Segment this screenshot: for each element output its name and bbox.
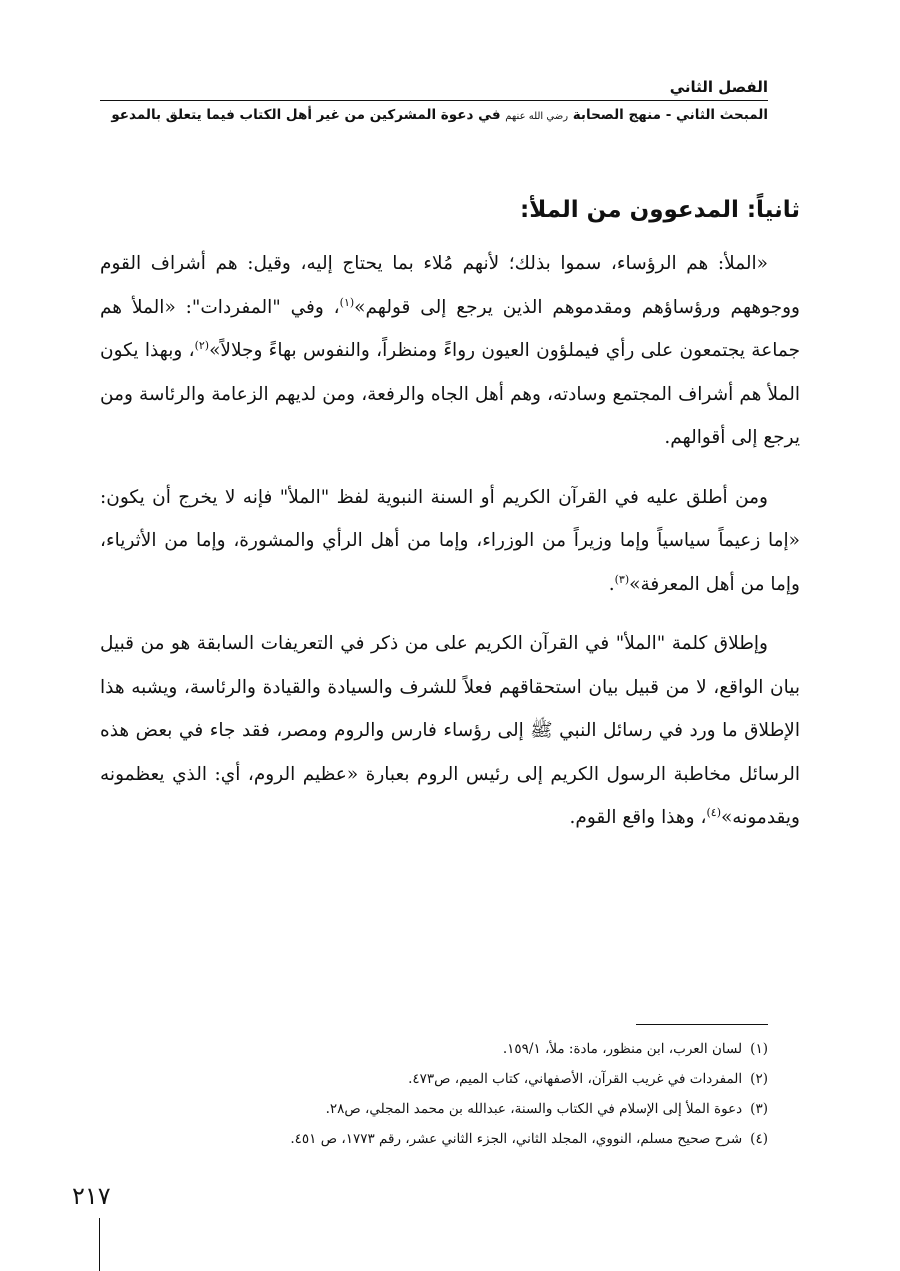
running-header xyxy=(100,76,768,127)
footnote-reference[interactable]: (٢) xyxy=(194,338,210,352)
main-content xyxy=(100,188,800,856)
footnote-text: المفردات في غريب القرآن، الأصفهاني، كتاب الميم، ص٤٧٣. xyxy=(408,1071,743,1087)
margin-rule xyxy=(99,1218,100,1271)
paragraph-text: «الملأ: هم الرؤساء، سموا بذلك؛ لأنهم مُلاء بما يحتاج إليه، وقيل: هم أشراف القوم ووجوههم ورؤساؤهم ومقدموهم الذين يرجع إلى قولهم» xyxy=(100,253,800,318)
footnote-reference[interactable]: (٤) xyxy=(706,805,721,819)
paragraph xyxy=(100,622,800,840)
paragraph-text: ، وفي "المفردات": «الملأ هم جماعة يجتمعون على رأي فيملؤون العيون رواءً ومنظراً، والنفوس بهاءً وجلالاً» xyxy=(100,296,801,361)
footnote-item xyxy=(100,1064,768,1094)
footnote-number: (٢) xyxy=(750,1071,768,1087)
paragraph-text: ، وهذا واقع القوم. xyxy=(569,807,707,828)
paragraph xyxy=(100,242,800,460)
footnote-reference[interactable]: (٣) xyxy=(614,572,630,586)
footnote-text: لسان العرب، ابن منظور، مادة: ملأ، ١٥٩/١. xyxy=(502,1041,743,1057)
section-title xyxy=(100,105,768,127)
footnote-reference[interactable]: (١) xyxy=(339,295,355,309)
paragraph-text: وإطلاق كلمة "الملأ" في القرآن الكريم على من ذكر في التعريفات السابقة هو من قبيل بيان الواقع، لا من قبيل بيان استحقاقهم فعلاً للشرف والسيادة والقيادة والرئاسة، ويشبه هذا الإطلاق ما ورد في رسائل النبي ﷺ إلى رؤساء فارس والروم ومصر، فقد جاء في بعض هذه الرسائل مخاطبة الرسول الكريم إلى رئيس الروم بعبارة «عظيم الروم، أي: الذي يعظمونه ويقدمونه» xyxy=(100,633,800,828)
page-number: ٢١٧ xyxy=(72,1182,111,1210)
chapter-label: الفصل الثاني xyxy=(669,78,768,96)
section-title-end: في دعوة المشركين من غير أهل الكتاب فيما يتعلق بالمدعو xyxy=(111,107,501,123)
paragraph xyxy=(100,476,800,607)
footnote-item xyxy=(100,1124,768,1154)
footnotes-list xyxy=(100,1034,768,1154)
footnote-text: شرح صحيح مسلم، النووي، المجلد الثاني، الجزء الثاني عشر، رقم ١٧٧٣، ص ٤٥١. xyxy=(290,1131,743,1147)
header-rule xyxy=(100,100,768,101)
body-text xyxy=(100,242,800,840)
footnote-item xyxy=(100,1094,768,1124)
footnote-number: (٤) xyxy=(750,1131,768,1147)
footnote-separator xyxy=(636,1024,768,1025)
honorific-mark: رضي الله عنهم xyxy=(505,111,569,122)
footnote-number: (١) xyxy=(750,1041,768,1057)
footnote-number: (٣) xyxy=(750,1101,768,1117)
section-title-start: المبحث الثاني - منهج الصحابة xyxy=(572,107,768,123)
paragraph-text: . xyxy=(608,573,615,595)
paragraph-text: ومن أطلق عليه في القرآن الكريم أو السنة النبوية لفظ "الملأ" فإنه لا يخرج أن يكون: «إما زعيماً سياسياً وإما وزيراً من الوزراء، وإما من أهل الرأي والمشورة، وإما من الأثرياء، وإما من أهل المعرفة» xyxy=(100,486,800,595)
footnote-text: دعوة الملأ إلى الإسلام في الكتاب والسنة، عبدالله بن محمد المجلي، ص٢٨. xyxy=(325,1101,743,1117)
footnote-item xyxy=(100,1034,768,1064)
section-heading: ثانياً: المدعوون من الملأ: xyxy=(520,197,800,223)
paragraph-text: ، وبهذا يكون الملأ هم أشراف المجتمع وسادته، وهم أهل الجاه والرفعة، ومن لديهم الزعامة والرئاسة ومن يرجع إلى أقوالهم. xyxy=(100,340,800,448)
